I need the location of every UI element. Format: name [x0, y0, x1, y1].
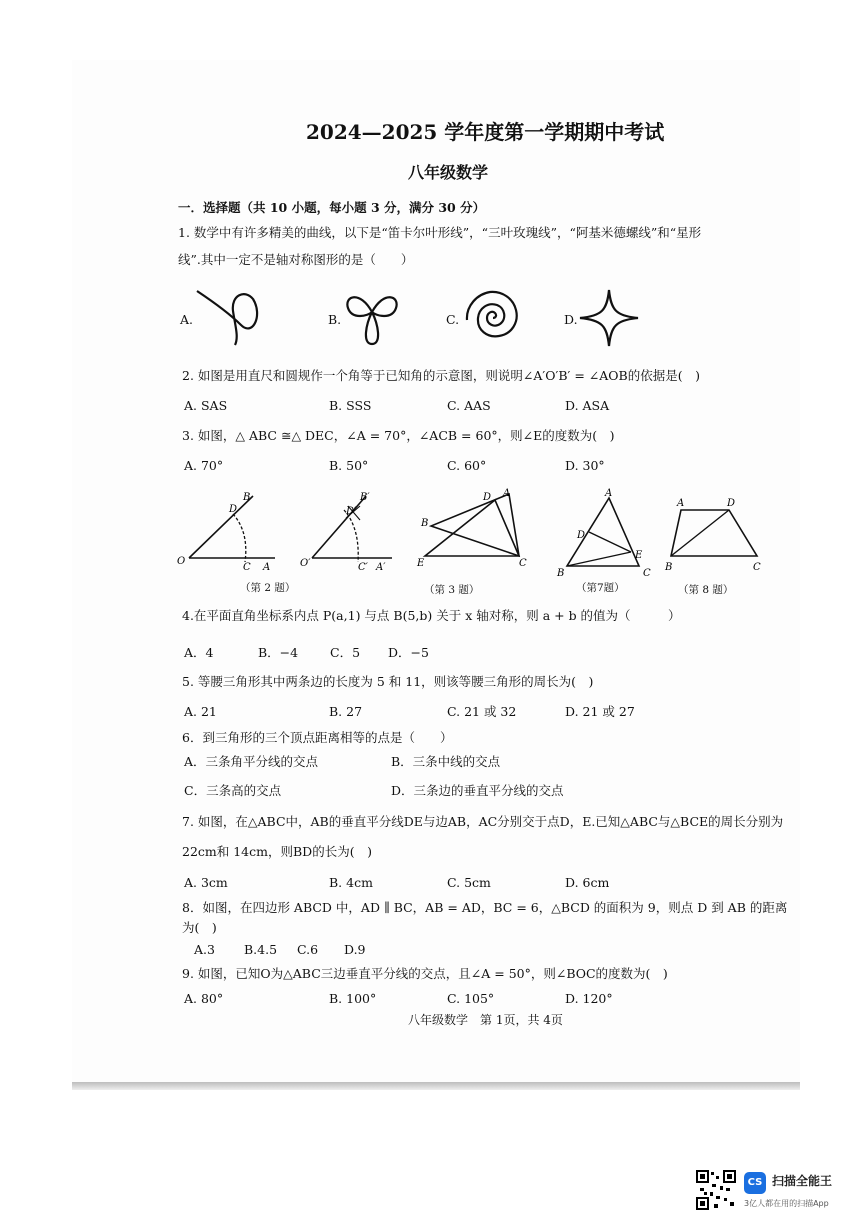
- q9-option-d: D. 120°: [565, 991, 613, 1006]
- fig2-label-O: O: [177, 556, 186, 567]
- q5-option-c: C. 21 或 32: [447, 704, 517, 719]
- q3-option-a: A. 70°: [184, 458, 224, 473]
- fig2b-label-O: O′: [300, 558, 311, 569]
- qr-code-icon: [696, 1170, 736, 1210]
- q1-option-d: D.: [564, 312, 578, 327]
- q6-option-c: C．三条高的交点: [184, 783, 282, 798]
- fig3-label-B: B: [421, 518, 429, 529]
- q3-option-b: B. 50°: [329, 458, 369, 473]
- q4-option-c: C．5: [330, 645, 361, 660]
- fig8-label-D: D: [727, 498, 736, 509]
- q4-option-a: A．4: [184, 645, 214, 660]
- q2-option-c: C. AAS: [447, 398, 491, 413]
- figure-q3-triangles: [415, 486, 535, 576]
- camscanner-brand: 扫描全能王: [772, 1174, 833, 1188]
- camscanner-logo-icon: CS: [744, 1172, 766, 1194]
- fig8-label-A: A: [677, 498, 685, 509]
- fig2b-label-D: D′: [346, 506, 357, 517]
- q8-option-a: A.3: [194, 942, 215, 957]
- fig2b-label-A: A′: [376, 562, 386, 573]
- q9-stem: 9. 如图，已知O为△ABC三边垂直平分线的交点，且∠A = 50°，则∠BOC的度数为( ): [182, 966, 668, 981]
- q8-option-d: D.9: [344, 942, 366, 957]
- fig2b-label-B: B′: [360, 492, 370, 503]
- q2-option-d: D. ASA: [565, 398, 610, 413]
- q5-option-d: D. 21 或 27: [565, 704, 635, 719]
- q8-line2: 为( ): [182, 920, 217, 935]
- rose-curve-figure: [342, 288, 402, 346]
- camscanner-tagline: 3亿人都在用的扫描App: [744, 1199, 829, 1208]
- figure-q8-quadrilateral: [665, 492, 770, 572]
- fig2-label-A: A: [263, 562, 271, 573]
- fig3-label-E: E: [417, 558, 425, 569]
- q2-option-a: A. SAS: [184, 398, 228, 413]
- caption-figure-3: （第 3 题）: [424, 584, 480, 596]
- q9-option-c: C. 105°: [447, 991, 495, 1006]
- q3-option-c: C. 60°: [447, 458, 487, 473]
- section-heading: 一．选择题（共 10 小题，每小题 3 分，满分 30 分）: [178, 200, 486, 215]
- q1-line1: 1. 数学中有许多精美的曲线，以下是“笛卡尔叶形线”，“三叶玫瑰线”，“阿基米德螺线”和“星形: [178, 225, 702, 240]
- q5-option-b: B. 27: [329, 704, 363, 719]
- exam-subtitle: 八年级数学: [408, 163, 489, 182]
- fig2-label-D: D: [229, 504, 238, 515]
- fig3-label-C: C: [519, 558, 527, 569]
- caption-figure-7: （第7题）: [576, 582, 625, 594]
- fig2-label-C: C: [243, 562, 251, 573]
- q3-option-d: D. 30°: [565, 458, 605, 473]
- q1-option-c: C.: [446, 312, 460, 327]
- page-number: 八年级数学 第 1页，共 4页: [408, 1013, 563, 1027]
- fig8-label-C: C: [753, 562, 761, 573]
- q7-option-b: B. 4cm: [329, 875, 373, 890]
- q5-option-a: A. 21: [184, 704, 217, 719]
- q2-option-b: B. SSS: [329, 398, 372, 413]
- fig7-label-B: B: [557, 568, 565, 579]
- folium-curve-figure: [195, 285, 265, 345]
- q6-option-a: A．三条角平分线的交点: [184, 754, 319, 769]
- fig3-label-A: A: [503, 488, 511, 499]
- figure-q7-triangle: [555, 488, 650, 578]
- q7-line1: 7. 如图，在△ABC中，AB的垂直平分线DE与边AB，AC分别交于点D，E.已知△ABC与△BCE的周长分别为: [182, 814, 784, 829]
- spiral-curve-figure: [460, 286, 526, 350]
- q7-option-d: D. 6cm: [565, 875, 610, 890]
- q6-option-d: D．三条边的垂直平分线的交点: [391, 783, 564, 798]
- q8-option-b: B.4.5: [244, 942, 278, 957]
- q4-option-d: D．−5: [388, 645, 429, 660]
- caption-figure-8: （第 8 题）: [678, 584, 734, 596]
- q4-stem: 4.在平面直角坐标系内点 P(a,1) 与点 B(5,b) 关于 x 轴对称，则 a + b 的值为（ ）: [182, 608, 681, 623]
- fig7-label-C: C: [643, 568, 651, 579]
- fig7-label-A: A: [605, 488, 613, 499]
- q6-option-b: B．三条中线的交点: [391, 754, 501, 769]
- q1-option-b: B.: [328, 312, 342, 327]
- q1-option-a: A.: [180, 312, 194, 327]
- fig7-label-D: D: [577, 530, 586, 541]
- q5-stem: 5. 等腰三角形其中两条边的长度为 5 和 11，则该等腰三角形的周长为( ): [182, 674, 594, 689]
- q6-stem: 6．到三角形的三个顶点距离相等的点是（ ）: [182, 730, 453, 745]
- q9-option-b: B. 100°: [329, 991, 377, 1006]
- q7-option-c: C. 5cm: [447, 875, 491, 890]
- fig7-label-E: E: [635, 550, 643, 561]
- q3-stem: 3. 如图，△ ABC ≅△ DEC，∠A = 70°，∠ACB = 60°，则∠E的度数为( ): [182, 428, 615, 443]
- q9-option-a: A. 80°: [184, 991, 224, 1006]
- exam-title: 2024—2025 学年度第一学期期中考试: [306, 120, 665, 144]
- figure-q2-copied-angle: [300, 488, 400, 573]
- q7-option-a: A. 3cm: [184, 875, 228, 890]
- caption-figure-2: （第 2 题）: [240, 582, 296, 594]
- fig8-label-B: B: [665, 562, 673, 573]
- q4-option-b: B．−4: [258, 645, 299, 660]
- q2-stem: 2. 如图是用直尺和圆规作一个角等于已知角的示意图，则说明∠A′O′B′ = ∠AOB的依据是( ): [182, 368, 700, 383]
- q8-option-c: C.6: [297, 942, 319, 957]
- fig2-label-B: B: [243, 492, 251, 503]
- fig2b-label-C: C′: [358, 562, 368, 573]
- fig3-label-D: D: [483, 492, 492, 503]
- paper-edge: [72, 1082, 800, 1090]
- q8-line1: 8．如图，在四边形 ABCD 中，AD ∥ BC，AB = AD，BC = 6，△BCD 的面积为 9，则点 D 到 AB 的距离: [182, 900, 788, 915]
- q1-line2: 线”.其中一定不是轴对称图形的是（ ）: [178, 252, 414, 267]
- astroid-curve-figure: [578, 288, 640, 348]
- q7-line2: 22cm和 14cm，则BD的长为( ): [182, 844, 372, 859]
- figure-q2-original-angle: [175, 488, 285, 573]
